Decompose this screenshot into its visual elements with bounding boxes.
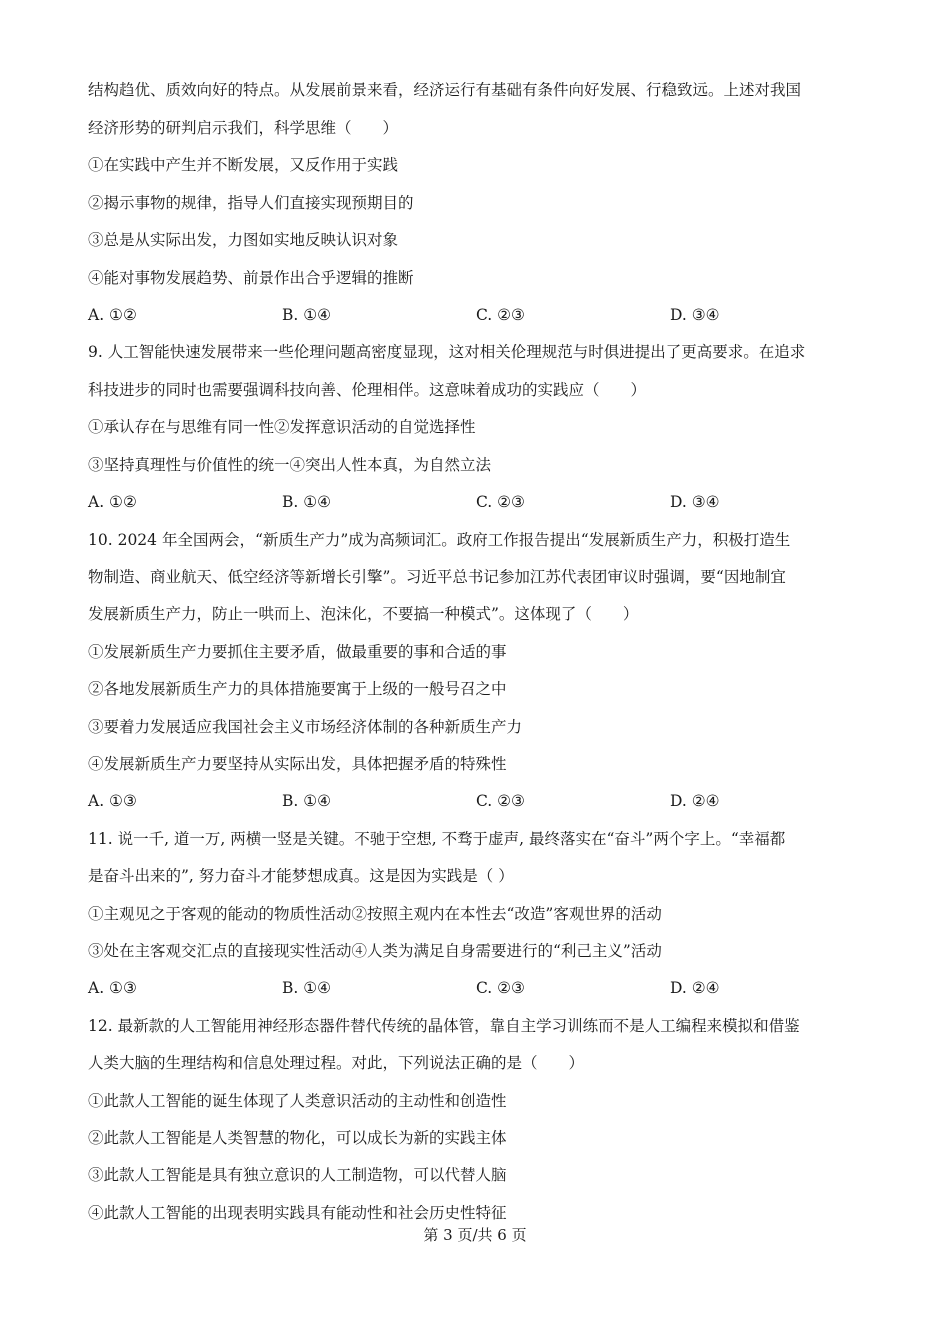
q8-stem-line-2: 经济形势的研判启示我们，科学思维（ ） bbox=[88, 119, 399, 137]
q12-item-3: ③此款人工智能是具有独立意识的人工制造物，可以代替人脑 bbox=[88, 1166, 507, 1184]
q11-stem-line-1: 11. 说一千, 道一万, 两横一竖是关键。不驰于空想, 不骛于虚声, 最终落实在“奋斗”两个字上。“幸福都 bbox=[88, 830, 786, 848]
option-c: C. ②③ bbox=[476, 306, 525, 324]
option-b: B. ①④ bbox=[282, 979, 332, 997]
option-c: C. ②③ bbox=[476, 979, 525, 997]
q12-item-1: ①此款人工智能的诞生体现了人类意识活动的主动性和创造性 bbox=[88, 1092, 507, 1110]
q9-item-3-4: ③坚持真理性与价值性的统一④突出人性本真，为自然立法 bbox=[88, 456, 492, 474]
q8-stem-line-1: 结构趋优、质效向好的特点。从发展前景来看，经济运行有基础有条件向好发展、行稳致远。上述对我国 bbox=[88, 81, 802, 99]
q10-item-4: ④发展新质生产力要坚持从实际出发，具体把握矛盾的特殊性 bbox=[88, 755, 507, 773]
q11-item-1-2: ①主观见之于客观的能动的物质性活动②按照主观内在本性去“改造”客观世界的活动 bbox=[88, 905, 662, 923]
option-b: B. ①④ bbox=[282, 306, 332, 324]
q9-stem-line-2: 科技进步的同时也需要强调科技向善、伦理相伴。这意味着成功的实践应（ ） bbox=[88, 381, 647, 399]
option-d: D. ③④ bbox=[670, 306, 720, 324]
q10-stem-line-1: 10. 2024 年全国两会，“新质生产力”成为高频词汇。政府工作报告提出“发展新质生产力，积极打造生 bbox=[88, 531, 791, 549]
option-a: A. ①③ bbox=[88, 979, 137, 997]
q8-item-3: ③总是从实际出发，力图如实地反映认识对象 bbox=[88, 231, 399, 249]
page-number-footer: 第 3 页/共 6 页 bbox=[423, 1226, 527, 1244]
option-c: C. ②③ bbox=[476, 493, 525, 511]
q12-item-4: ④此款人工智能的出现表明实践具有能动性和社会历史性特征 bbox=[88, 1204, 507, 1222]
q10-options bbox=[88, 791, 868, 811]
option-d: D. ③④ bbox=[670, 493, 720, 511]
q8-item-2: ②揭示事物的规律，指导人们直接实现预期目的 bbox=[88, 194, 414, 212]
q9-item-1-2: ①承认存在与思维有同一性②发挥意识活动的自觉选择性 bbox=[88, 418, 476, 436]
q11-stem-line-2: 是奋斗出来的”, 努力奋斗才能梦想成真。这是因为实践是（ ） bbox=[88, 867, 514, 885]
q9-options bbox=[88, 492, 868, 512]
option-d: D. ②④ bbox=[670, 979, 720, 997]
option-d: D. ②④ bbox=[670, 792, 720, 810]
option-b: B. ①④ bbox=[282, 792, 332, 810]
option-a: A. ①② bbox=[88, 306, 137, 324]
q12-stem-line-1: 12. 最新款的人工智能用神经形态器件替代传统的晶体管，靠自主学习训练而不是人工编程来模拟和借鉴 bbox=[88, 1017, 800, 1035]
option-a: A. ①③ bbox=[88, 792, 137, 810]
q11-item-3-4: ③处在主客观交汇点的直接现实性活动④人类为满足自身需要进行的“利己主义”活动 bbox=[88, 942, 662, 960]
q10-item-1: ①发展新质生产力要抓住主要矛盾，做最重要的事和合适的事 bbox=[88, 643, 507, 661]
q10-item-2: ②各地发展新质生产力的具体措施要寓于上级的一般号召之中 bbox=[88, 680, 507, 698]
option-a: A. ①② bbox=[88, 493, 137, 511]
option-c: C. ②③ bbox=[476, 792, 525, 810]
option-b: B. ①④ bbox=[282, 493, 332, 511]
q12-item-2: ②此款人工智能是人类智慧的物化，可以成长为新的实践主体 bbox=[88, 1129, 507, 1147]
q8-item-4: ④能对事物发展趋势、前景作出合乎逻辑的推断 bbox=[88, 269, 414, 287]
q8-options bbox=[88, 305, 868, 325]
q11-options bbox=[88, 978, 868, 998]
q12-stem-line-2: 人类大脑的生理结构和信息处理过程。对此，下列说法正确的是（ ） bbox=[88, 1054, 585, 1072]
q9-stem-line-1: 9. 人工智能快速发展带来一些伦理问题高密度显现，这对相关伦理规范与时俱进提出了更高要求。在追求 bbox=[88, 343, 806, 361]
q8-item-1: ①在实践中产生并不断发展，又反作用于实践 bbox=[88, 156, 399, 174]
q10-item-3: ③要着力发展适应我国社会主义市场经济体制的各种新质生产力 bbox=[88, 718, 523, 736]
q10-stem-line-3: 发展新质生产力，防止一哄而上、泡沫化，不要搞一种模式”。这体现了（ ） bbox=[88, 605, 639, 623]
q10-stem-line-2: 物制造、商业航天、低空经济等新增长引擎”。习近平总书记参加江苏代表团审议时强调，要“因地制宜 bbox=[88, 568, 786, 586]
